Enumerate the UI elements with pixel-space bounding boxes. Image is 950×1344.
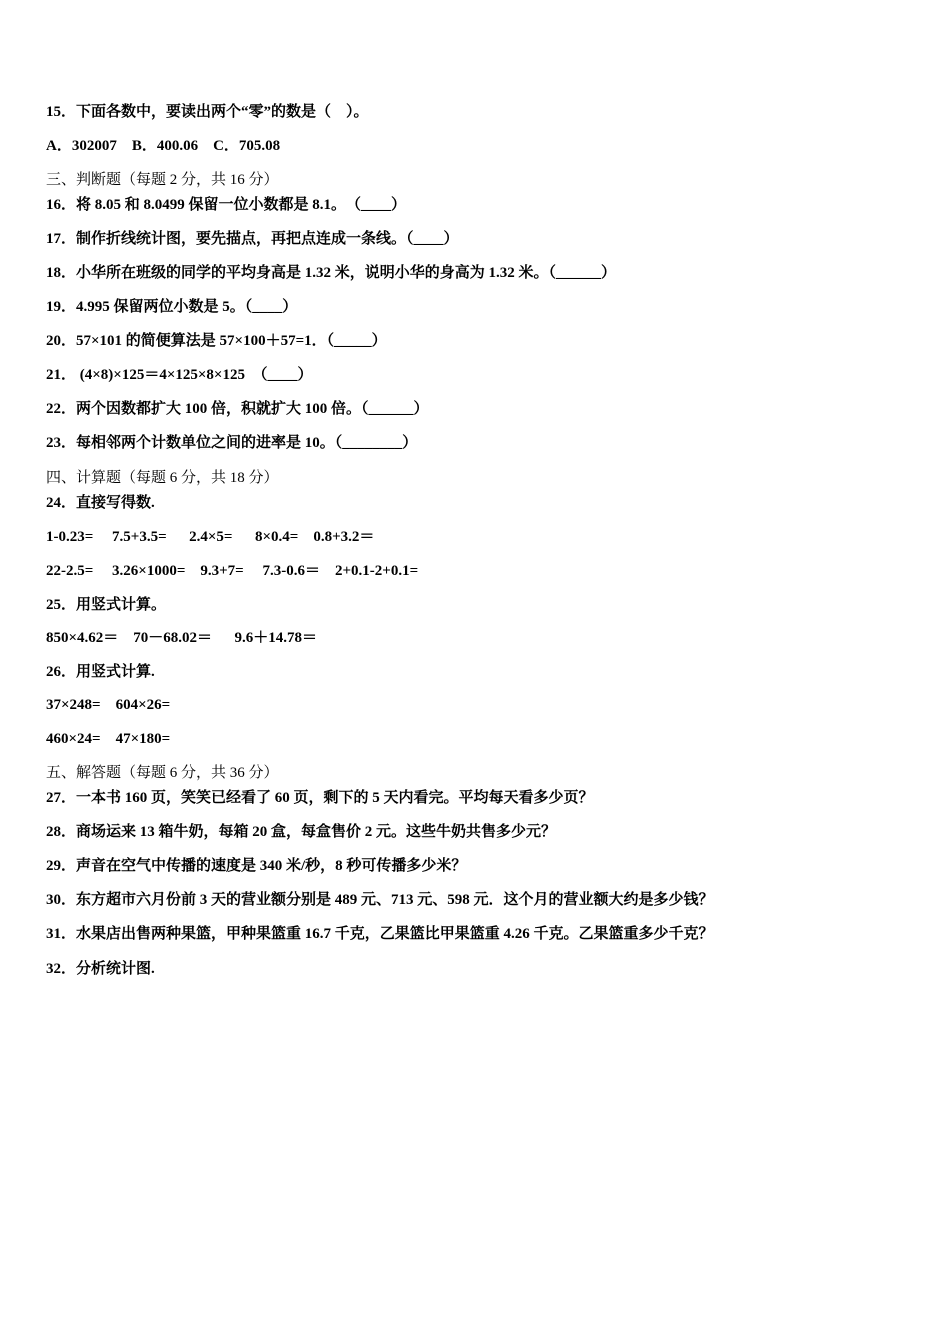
section-3: 三、判断题（每题 2 分，共 16 分）: [46, 172, 279, 188]
section-4: 四、计算题（每题 6 分，共 18 分）: [46, 470, 279, 486]
q27: 27．一本书 160 页，笑笑已经看了 60 页，剩下的 5 天内看完。平均每天看多少页？: [46, 790, 594, 806]
q31: 31．水果店出售两种果篮，甲种果篮重 16.7 千克，乙果篮比甲果篮重 4.26 千克。乙果篮重多少千克？: [46, 926, 714, 942]
q24-row2: 22-2.5= 3.26×1000= 9.3+7= 7.3-0.6＝ 2+0.1-2+0.1=: [46, 563, 419, 579]
q28: 28．商场运来 13 箱牛奶，每箱 20 盒，每盒售价 2 元。这些牛奶共售多少元？: [46, 824, 557, 840]
q17: 17．制作折线统计图，要先描点，再把点连成一条线。（____）: [46, 231, 459, 247]
q22: 22．两个因数都扩大 100 倍，积就扩大 100 倍。（______）: [46, 401, 429, 417]
q24: 24．直接写得数.: [46, 495, 155, 511]
q16: 16．将 8.05 和 8.0499 保留一位小数都是 8.1。 （____）: [46, 197, 407, 213]
q25: 25．用竖式计算。: [46, 597, 167, 613]
q24-row1: 1-0.23= 7.5+3.5= 2.4×5= 8×0.4= 0.8+3.2＝: [46, 529, 375, 545]
q20: 20．57×101 的简便算法是 57×100＋57=1．（_____）: [46, 333, 387, 349]
section-5: 五、解答题（每题 6 分，共 36 分）: [46, 765, 279, 781]
q21: 21． (4×8)×125＝4×125×8×125 （____）: [46, 367, 313, 383]
q26-row1: 37×248= 604×26=: [46, 697, 171, 713]
q15-options: A．302007 B．400.06 C．705.08: [46, 138, 281, 154]
q30: 30．东方超市六月份前 3 天的营业额分别是 489 元、713 元、598 元．这个月的营业额大约是多少钱？: [46, 892, 714, 908]
q19: 19．4.995 保留两位小数是 5。（____）: [46, 299, 298, 315]
q15: 15．下面各数中，要读出两个“零”的数是（ ）。: [46, 104, 369, 120]
q18: 18．小华所在班级的同学的平均身高是 1.32 米，说明小华的身高为 1.32 米。（______）: [46, 265, 617, 281]
q23: 23．每相邻两个计数单位之间的进率是 10。（________）: [46, 435, 418, 451]
q32: 32．分析统计图.: [46, 961, 155, 977]
q26-row2: 460×24= 47×180=: [46, 731, 171, 747]
q29: 29．声音在空气中传播的速度是 340 米/秒，8 秒可传播多少米？: [46, 858, 467, 874]
q26: 26．用竖式计算.: [46, 664, 155, 680]
q25-row: 850×4.62＝ 70－68.02＝ 9.6＋14.78＝: [46, 630, 318, 646]
